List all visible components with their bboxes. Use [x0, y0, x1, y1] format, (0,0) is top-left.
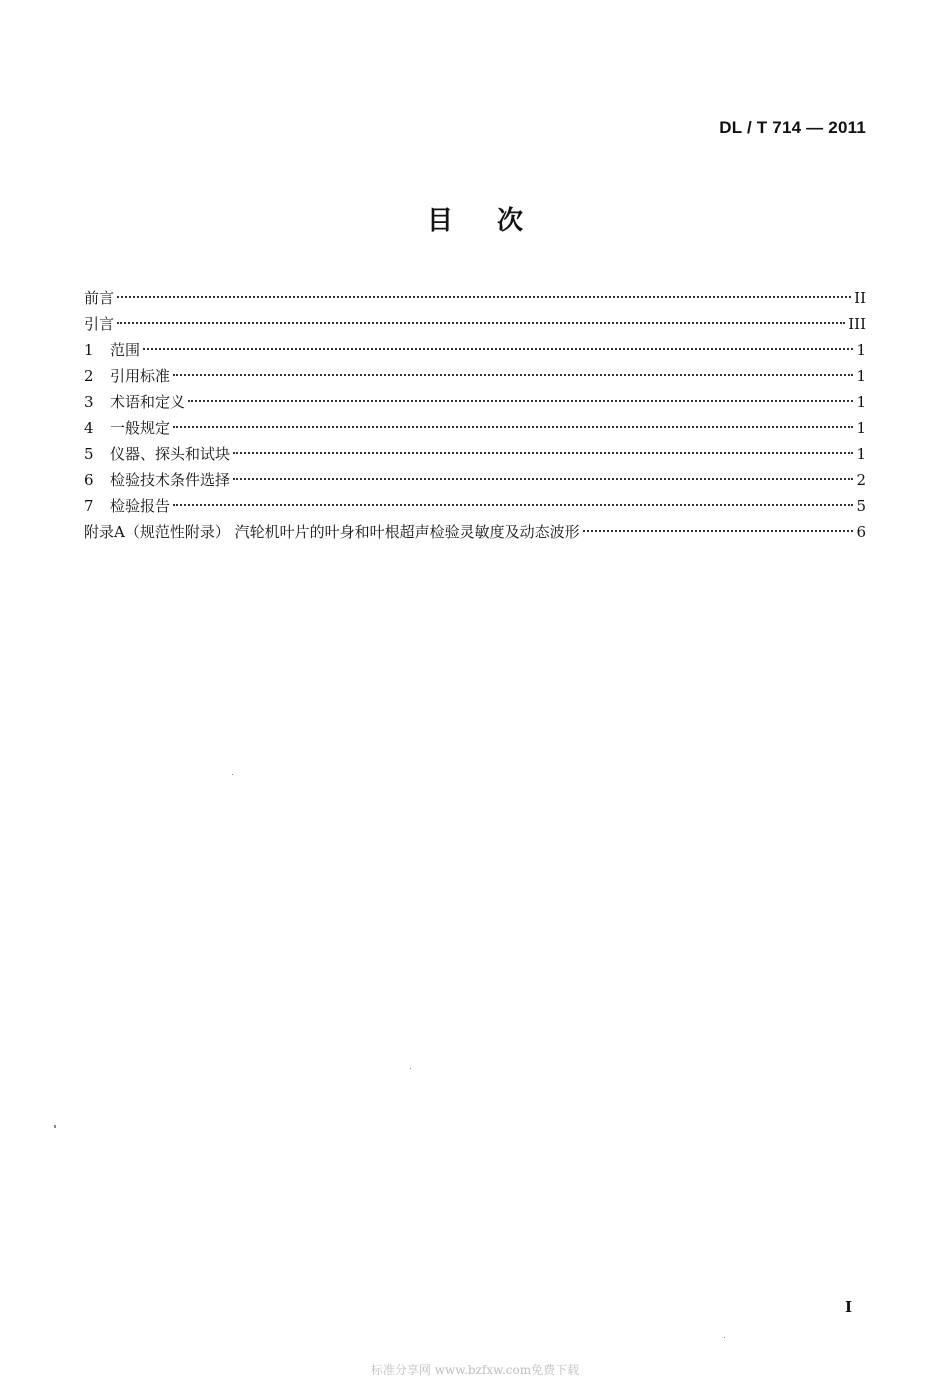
toc-number: 5: [84, 445, 94, 463]
toc-page: 5: [856, 497, 866, 515]
toc-leader: [173, 374, 853, 376]
toc-label: 引用标准: [110, 367, 171, 385]
toc-leader: [143, 348, 853, 350]
toc-entry-introduction[interactable]: [84, 311, 866, 337]
toc-leader: [188, 400, 853, 402]
toc-number: 6: [84, 471, 94, 489]
toc-leader: [173, 426, 853, 428]
toc-label: 术语和定义: [110, 393, 186, 411]
toc-label: 引言: [84, 315, 115, 333]
toc-entry-technical-conditions[interactable]: [84, 467, 866, 493]
toc-entry-terms-definitions[interactable]: [84, 389, 866, 415]
toc-page: 1: [856, 393, 866, 411]
scan-speck: [54, 1125, 56, 1128]
page-number: I: [844, 1298, 852, 1316]
toc-label: 前言: [84, 289, 115, 307]
toc-entry-scope[interactable]: [84, 337, 866, 363]
toc-leader: [173, 504, 853, 506]
toc-leader: [233, 478, 853, 480]
scan-speck: [724, 1337, 725, 1338]
toc-leader: [117, 296, 851, 298]
toc-page: II: [854, 289, 866, 307]
toc-leader: [233, 452, 853, 454]
toc-leader: [117, 322, 845, 324]
toc-label: 检验报告: [110, 497, 171, 515]
toc-leader: [583, 530, 854, 532]
toc-entry-general-provisions[interactable]: [84, 415, 866, 441]
toc-label: 范围: [110, 341, 141, 359]
toc-label: 仪器、探头和试块: [110, 445, 231, 463]
toc-page: 1: [856, 341, 866, 359]
toc-label: 检验技术条件选择: [110, 471, 231, 489]
toc-page: 6: [856, 523, 866, 541]
scan-speck: [232, 774, 233, 775]
toc-entry-foreword[interactable]: [84, 285, 866, 311]
toc-label: 附录A（规范性附录） 汽轮机叶片的叶身和叶根超声检验灵敏度及动态波形: [84, 523, 580, 541]
toc-page: III: [848, 315, 866, 333]
toc-entry-normative-references[interactable]: [84, 363, 866, 389]
toc-page: 2: [856, 471, 866, 489]
toc-number: 4: [84, 419, 94, 437]
toc-page: 1: [856, 419, 866, 437]
page-title-char-1: 目: [426, 206, 453, 236]
scan-speck: [410, 1068, 411, 1069]
toc-entry-inspection-report[interactable]: [84, 493, 866, 519]
toc-number: 3: [84, 393, 94, 411]
page-title: [0, 200, 950, 237]
toc-entry-instruments[interactable]: [84, 441, 866, 467]
toc-label: 一般规定: [110, 419, 171, 437]
toc-entry-appendix-a[interactable]: [84, 519, 866, 545]
table-of-contents: [84, 285, 866, 545]
toc-number: 7: [84, 497, 94, 515]
toc-number: 1: [84, 341, 94, 359]
toc-page: 1: [856, 445, 866, 463]
standard-code: DL / T 714 — 2011: [719, 118, 866, 137]
toc-page: 1: [856, 367, 866, 385]
page-title-char-2: 次: [497, 206, 524, 236]
toc-number: 2: [84, 367, 94, 385]
watermark-text: 标准分享网 www.bzfxw.com免费下载: [370, 1363, 580, 1377]
